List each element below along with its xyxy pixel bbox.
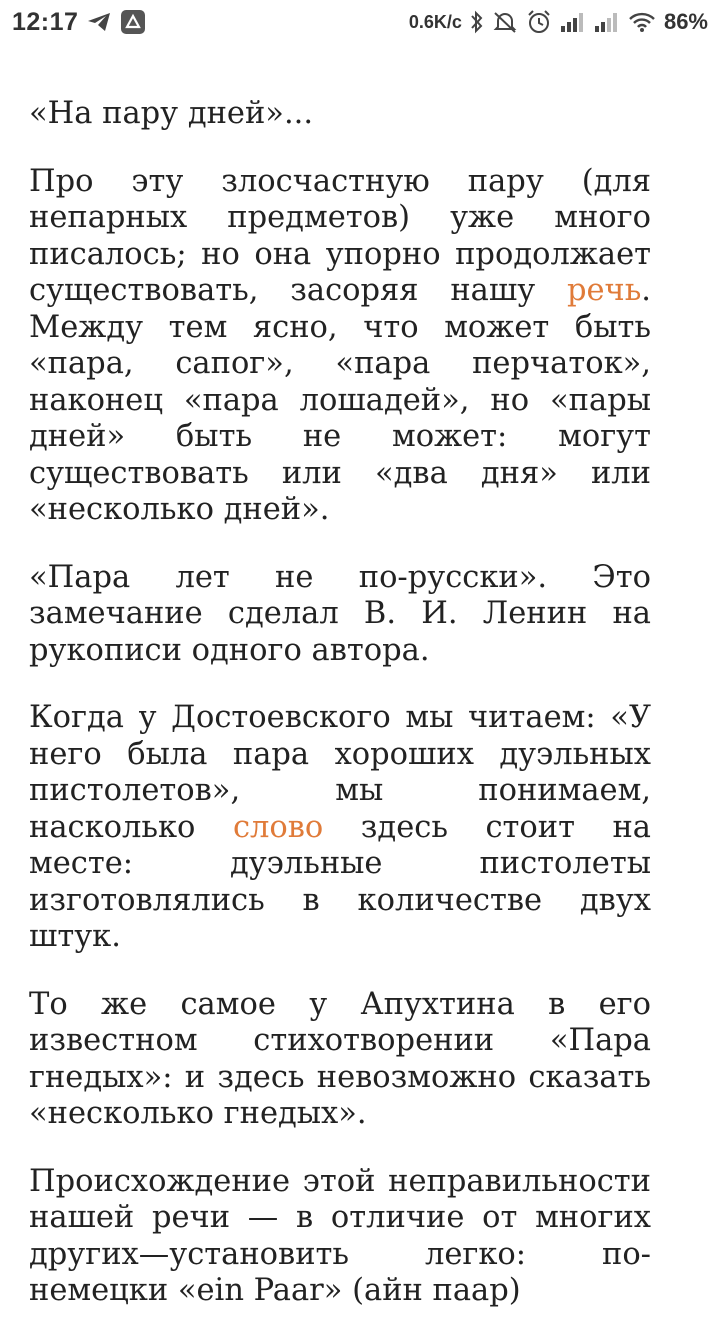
bluetooth-icon: [470, 10, 484, 34]
paragraph-1-text-after: . Между тем ясно, что может быть «пара, сапог», «пара перчаток», наконец «пара лошадей», но «пары дней» быть не может: могут существовать или «два дня» или «несколько дней».: [29, 273, 651, 527]
status-bar-left: [12, 8, 146, 37]
paragraph-1-text-before: Про эту злосчастную пару (для непарных предметов) уже много писалось; но она упорно продолжает существовать, засоряя нашу: [29, 163, 651, 308]
paragraph-1: [29, 164, 651, 529]
article-body: [29, 96, 651, 1341]
paragraph-3-text-before: Когда у Достоевского мы читаем: «У него была пара хороших дуэльных пистолетов», мы понимаем, насколько: [29, 700, 651, 845]
link-slovo[interactable]: слово: [232, 809, 324, 845]
notification-app-icon: [120, 9, 146, 35]
paragraph-3: [29, 700, 651, 956]
mute-icon: [492, 10, 518, 34]
network-speed: 0.6K/c: [408, 11, 462, 32]
paragraph-3-text-after: здесь стоит на месте: дуэльные пистолеты изготовлялись в количестве двух штук.: [29, 809, 651, 954]
status-bar: [0, 0, 720, 44]
signal-2-icon: [594, 11, 620, 33]
battery-level: 86%: [663, 9, 708, 34]
paragraph-5: Происхождение этой неправильности нашей речи — в отличие от многих других—установить легко: по-немецки «ein Paar» (айн паар): [29, 1163, 651, 1308]
signal-1-icon: [560, 11, 586, 33]
status-bar-right: [409, 9, 708, 35]
paragraph-2: «Пара лет не по-русски». Это замечание сделал В. И. Ленин на рукописи одного автора.: [29, 559, 651, 668]
telegram-icon: [86, 11, 112, 33]
status-time: 12:17: [12, 7, 79, 36]
paragraph-4: То же самое у Апухтина в его известном стихотворении «Пара гнедых»: и здесь невозможно сказать «несколько гнедых».: [29, 986, 651, 1131]
link-rech[interactable]: речь: [566, 273, 642, 308]
wifi-icon: [628, 11, 656, 33]
alarm-icon: [526, 9, 552, 35]
article-title: «На пару дней»...: [29, 96, 314, 131]
